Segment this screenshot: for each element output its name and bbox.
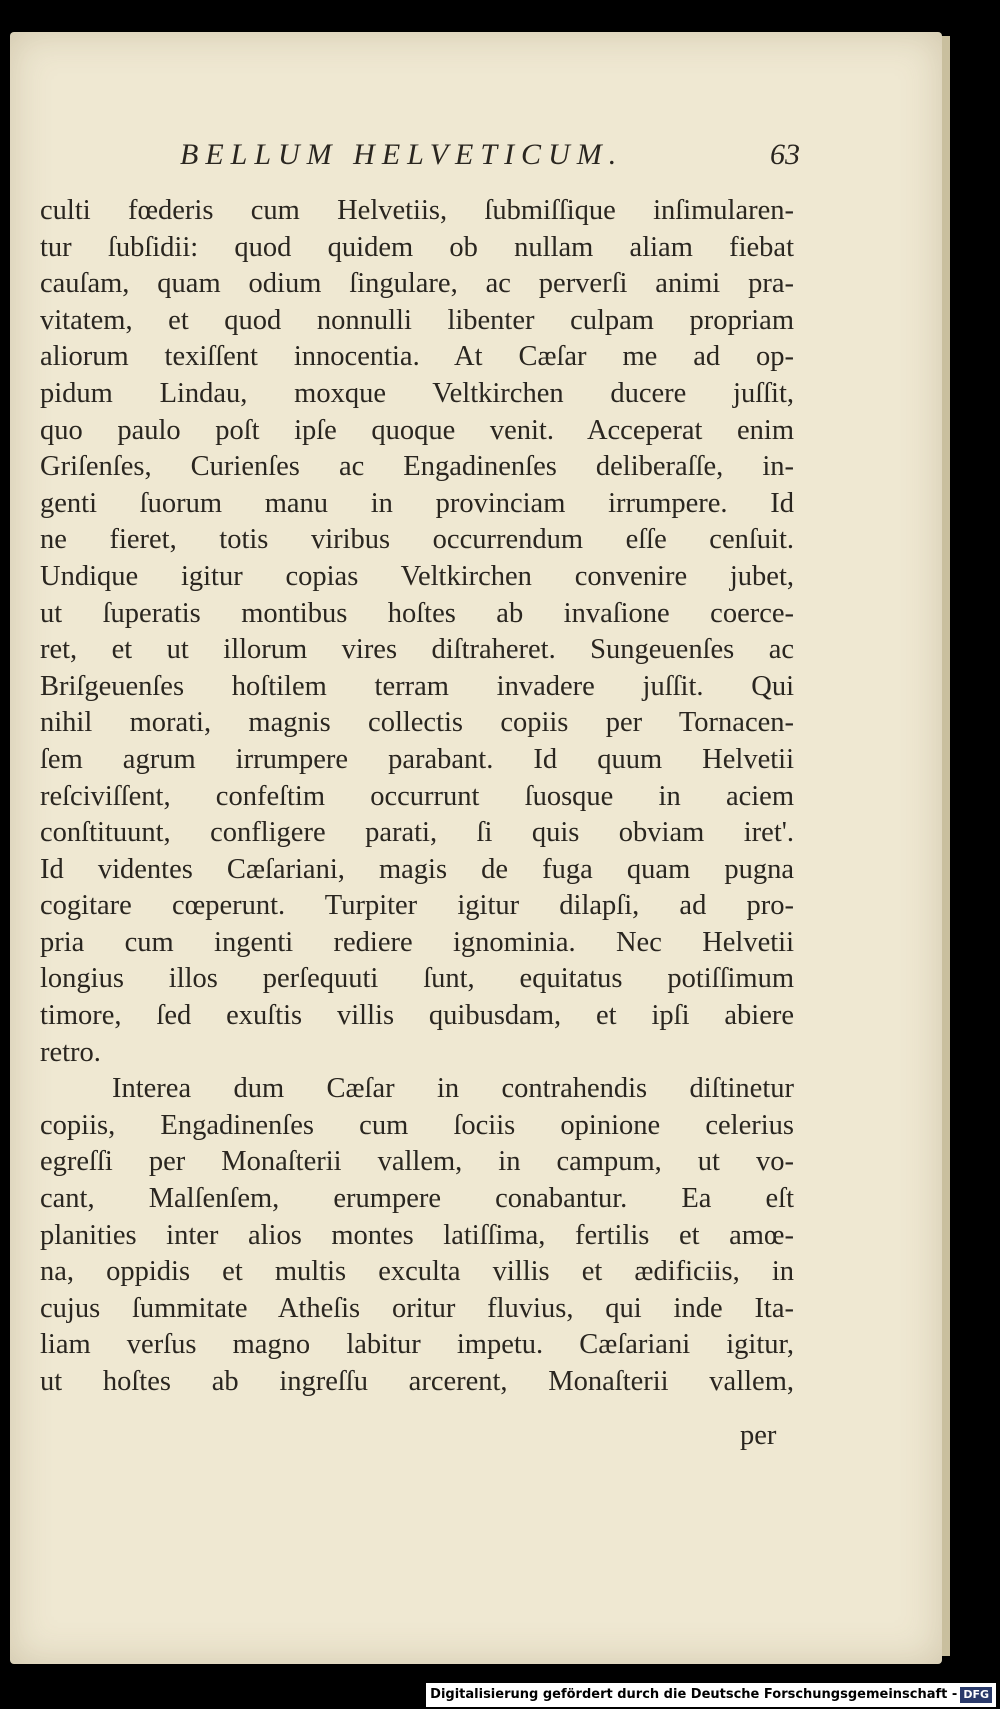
page-edge <box>942 36 950 1656</box>
page-number: 63 <box>770 138 800 171</box>
text-line: longius illos perſequuti ſunt, equitatus potiſſimum <box>40 963 794 995</box>
page-header <box>150 138 800 178</box>
text-line: reſciviſſent, confeſtim occurrunt ſuosque in aciem <box>40 780 794 812</box>
text-line: liam verſus magno labitur impetu. Cæſariani igitur, <box>40 1329 794 1361</box>
digitization-credit <box>426 1683 996 1707</box>
body-text <box>40 193 794 1401</box>
text-line: ne fieret, totis viribus occurrendum eſſe cenſuit. <box>40 524 794 556</box>
paragraph-end-line: retro. <box>40 1036 101 1068</box>
text-line: na, oppidis et multis exculta villis et ædificiis, in <box>40 1256 794 1288</box>
text-line: egreſſi per Monaſterii vallem, in campum, ut vo- <box>40 1146 794 1178</box>
text-line: cujus ſummitate Atheſis oritur fluvius, qui inde Ita- <box>40 1292 794 1324</box>
paragraph-start-line: Interea dum Cæſar in contrahendis diſtinetur <box>112 1073 794 1105</box>
text-line: aliorum texiſſent innocentia. At Cæſar me ad op- <box>40 341 794 373</box>
text-line: pidum Lindau, moxque Veltkirchen ducere juſſit, <box>40 377 794 409</box>
text-line: Briſgeuenſes hoſtilem terram invadere juſſit. Qui <box>40 670 794 702</box>
text-line: Id videntes Cæſariani, magis de fuga quam pugna <box>40 853 794 885</box>
catchword: per <box>740 1420 777 1451</box>
text-line: culti fœderis cum Helvetiis, ſubmiſſique inſimularen- <box>40 195 794 226</box>
text-line: ret, et ut illorum vires diſtraheret. Sungeuenſes ac <box>40 634 794 666</box>
text-line: quo paulo poſt ipſe quoque venit. Acceperat enim <box>40 414 794 446</box>
text-line: cogitare cœperunt. Turpiter igitur dilapſi, ad pro- <box>40 890 794 922</box>
credit-text: Digitalisierung gefördert durch die Deutsche Forschungsgemeinschaft - <box>430 1687 958 1702</box>
text-line: conſtituunt, confligere parati, ſi quis obviam iret'. <box>40 817 794 849</box>
text-line: pria cum ingenti rediere ignominia. Nec Helvetii <box>40 926 794 958</box>
text-line: Griſenſes, Curienſes ac Engadinenſes deliberaſſe, in- <box>40 451 794 483</box>
text-line: nihil morati, magnis collectis copiis per Tornacen- <box>40 707 794 739</box>
text-line: ſem agrum irrumpere parabant. Id quum Helvetii <box>40 743 794 775</box>
text-line: Undique igitur copias Veltkirchen convenire jubet, <box>40 560 794 592</box>
text-line: timore, ſed exuſtis villis quibusdam, et ipſi abiere <box>40 1000 794 1032</box>
text-line: genti ſuorum manu in provinciam irrumpere. Id <box>40 487 794 519</box>
text-line: ut hoſtes ab ingreſſu arcerent, Monaſterii vallem, <box>40 1366 794 1397</box>
text-line: vitatem, et quod nonnulli libenter culpam propriam <box>40 304 794 336</box>
text-line: tur ſubſidii: quod quidem ob nullam aliam fiebat <box>40 231 794 263</box>
running-title: BELLUM HELVETICUM. <box>180 138 624 171</box>
text-line: ut ſuperatis montibus hoſtes ab invaſione coerce- <box>40 597 794 629</box>
text-line: copiis, Engadinenſes cum ſociis opinione celerius <box>40 1109 794 1141</box>
dfg-logo: DFG <box>960 1687 992 1703</box>
text-line: cauſam, quam odium ſingulare, ac perverſi animi pra- <box>40 268 794 300</box>
text-line: cant, Malſenſem, erumpere conabantur. Ea eſt <box>40 1183 794 1215</box>
text-line: planities inter alios montes latiſſima, fertilis et amœ- <box>40 1219 794 1251</box>
